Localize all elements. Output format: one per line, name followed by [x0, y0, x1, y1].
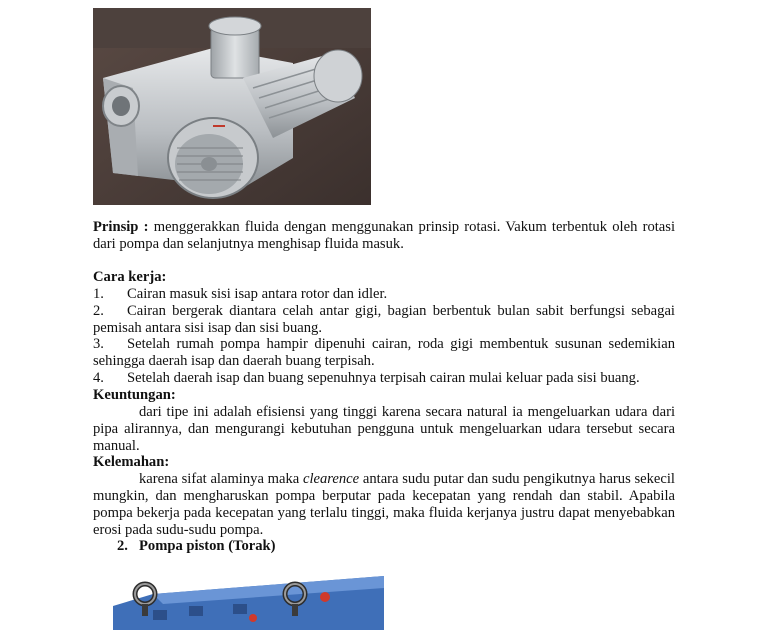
- list-item: [93, 286, 675, 303]
- list-item-text: Cairan masuk sisi isap antara rotor dan idler.: [127, 286, 388, 302]
- prinsip-text: menggerakkan fluida dengan menggunakan prinsip rotasi. Vakum terbentuk oleh rotasi dari pompa dan selanjutnya menghisap fluida masuk.: [93, 219, 676, 252]
- kelemahan-text-end: antara sudu putar dan sudu pengikutnya harus sekecil mungkin, dan mengharuskan pompa berputar pada kecepatan yang rendah dan stabil. Apabila pompa bekerja pada kecepatan yang terlalu tinggi, maka fluida kerjanya justru dapat menyebabkan erosi pada sudu-sudu pompa.: [93, 471, 675, 538]
- list-item-number: 2.: [93, 303, 104, 319]
- list-item: [93, 336, 675, 370]
- list-item: [93, 370, 675, 387]
- prinsip-paragraph: [93, 219, 675, 253]
- section-title: Pompa piston (Torak): [139, 538, 276, 554]
- section-number: 2.: [117, 538, 128, 554]
- rotary-pump-photo: [93, 8, 371, 205]
- piston-pump-photo: [93, 566, 384, 630]
- kelemahan-paragraph: [93, 471, 675, 539]
- list-item-text: Setelah daerah isap dan buang sepenuhnya terpisah cairan mulai keluar pada sisi buang.: [127, 370, 640, 386]
- list-item-number: 4.: [93, 370, 104, 386]
- section-heading-piston-pump: [117, 538, 276, 555]
- cara-kerja-heading: Cara kerja:: [93, 269, 167, 285]
- keuntungan-heading: Keuntungan:: [93, 387, 176, 403]
- clearence-term: clearence: [302, 471, 360, 487]
- kelemahan-heading: Kelemahan:: [93, 454, 170, 470]
- kelemahan-text-start: karena sifat alaminya maka: [139, 471, 303, 487]
- list-item: [93, 303, 675, 337]
- keuntungan-paragraph: dari tipe ini adalah efisiensi yang tinggi karena secara natural ia mengeluarkan udara dari pipa alirannya, dan mengurangi kebutuhan pengguna untuk mengeluarkan udara tersebut secara manual.: [93, 404, 675, 454]
- list-item-number: 3.: [93, 336, 104, 352]
- prinsip-label: Prinsip :: [93, 219, 149, 235]
- list-item-text: Cairan bergerak diantara celah antar gigi, bagian berbentuk bulan sabit berfungsi sebagai pemisah antara sisi isap dan sisi buang.: [93, 303, 675, 336]
- list-item-text: Setelah rumah pompa hampir dipenuhi cairan, roda gigi membentuk susunan sedemikian sehingga daerah isap dan daerah buang terpisah.: [93, 336, 675, 369]
- list-item-number: 1.: [93, 286, 104, 302]
